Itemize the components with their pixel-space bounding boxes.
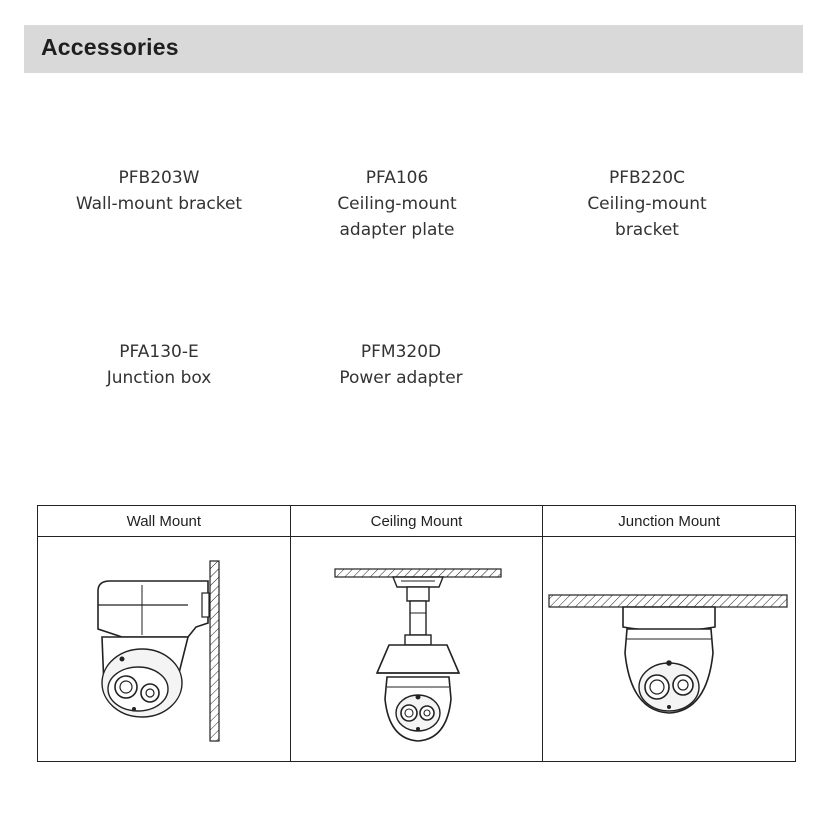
- accessory-item: [49, 339, 269, 391]
- wall-mount-cell: [38, 537, 291, 762]
- accessory-model: PFM320D: [360, 342, 442, 362]
- section-header: [24, 25, 803, 73]
- junction-mount-illustration: [543, 537, 795, 761]
- accessory-item: [287, 165, 507, 243]
- junction-mount-cell: [543, 537, 796, 762]
- accessory-description: Junction box: [106, 368, 212, 388]
- header-ceiling-mount: Ceiling Mount: [290, 506, 543, 537]
- accessory-model: PFB220C: [608, 168, 685, 188]
- accessory-description: Power adapter: [339, 368, 463, 388]
- accessory-description: Ceiling-mount adapter plate: [337, 194, 457, 240]
- accessory-model: PFA130-E: [119, 342, 199, 362]
- accessory-description: Ceiling-mount bracket: [587, 194, 707, 240]
- accessory-model: PFB203W: [118, 168, 200, 188]
- wall-mount-illustration: [38, 537, 290, 761]
- mount-table: [37, 505, 796, 762]
- header-wall-mount: Wall Mount: [38, 506, 291, 537]
- ceiling-mount-illustration: [291, 537, 543, 761]
- accessory-item: [537, 165, 757, 243]
- accessory-item: [49, 165, 269, 217]
- header-junction-mount: Junction Mount: [543, 506, 796, 537]
- accessory-item: [291, 339, 511, 391]
- accessory-description: Wall-mount bracket: [75, 194, 243, 214]
- accessory-model: PFA106: [365, 168, 429, 188]
- ceiling-mount-cell: [290, 537, 543, 762]
- section-title: Accessories: [41, 34, 179, 60]
